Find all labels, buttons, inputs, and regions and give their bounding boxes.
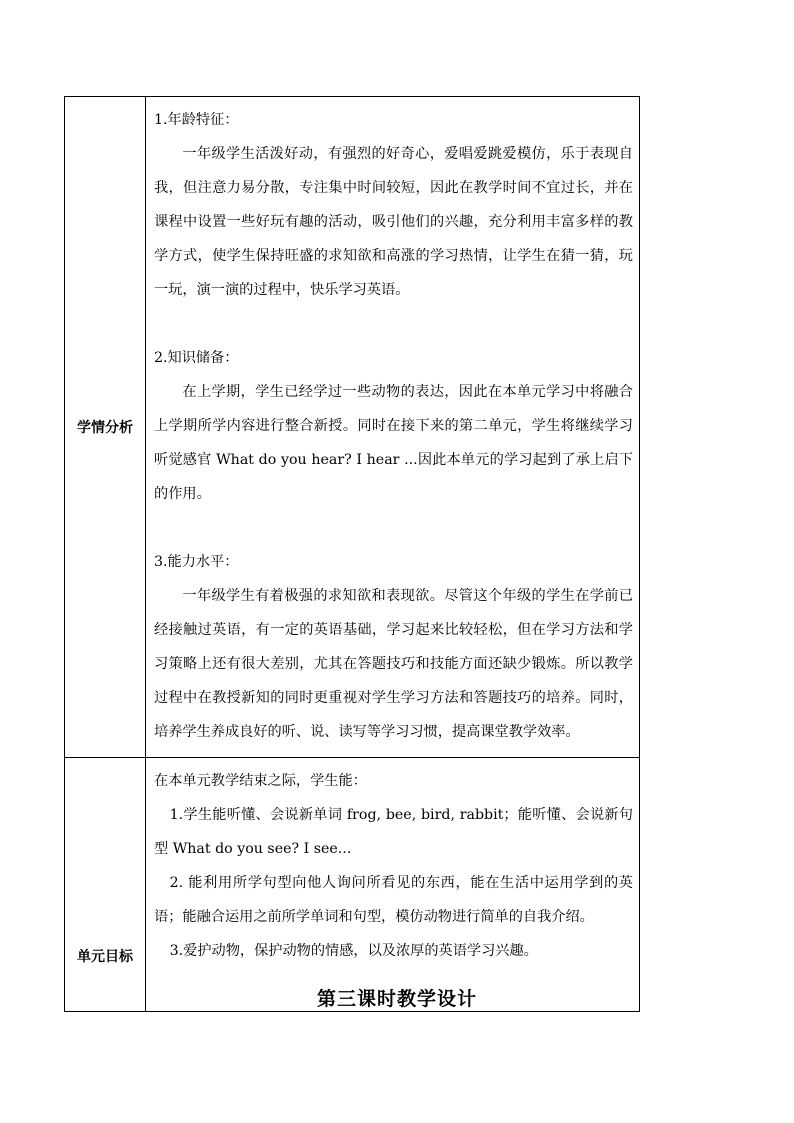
analysis-label: 学情分析 xyxy=(65,97,146,758)
goals-row xyxy=(65,758,640,1012)
goal-item-2: 2. 能利用所学句型向他人询问所看见的东西，能在生活中运用学到的英语；能融合运用之前所学单词和句型，模仿动物进行简单的自我介绍。 xyxy=(154,875,633,925)
age-paragraph: 一年级学生活泼好动，有强烈的好奇心，爱唱爱跳爱模仿，乐于表现自我，但注意力易分散，专注集中时间较短，因此在教学时间不宜过长，并在课程中设置一些好玩有趣的活动，吸引他们的兴趣，充分利用丰富多样的教学方式，使学生保持旺盛的求知欲和高涨的学习热情，让学生在猜一猜，玩一玩，演一演的过程中，快乐学习英语。 xyxy=(154,146,633,298)
goals-label-cell xyxy=(65,758,146,1012)
goals-content xyxy=(146,758,640,1012)
ability-heading: 3.能力水平： xyxy=(154,554,239,570)
lesson-heading: 第三课时教学设计 xyxy=(316,988,477,1010)
lesson-plan-table xyxy=(64,96,640,1012)
goal-item-1: 1.学生能听懂、会说新单词 frog, bee, bird, rabbit；能听懂、会说新句型 What do you see? I see... xyxy=(154,807,633,857)
ability-paragraph: 一年级学生有着极强的求知欲和表现欲。尽管这个年级的学生在学前已经接触过英语，有一定的英语基础，学习起来比较轻松，但在学习方法和学习策略上还有很大差别，尤其在答题技巧和技能方面还缺少锻炼。所以教学过程中在教授新知的同时更重视对学生学习方法和答题技巧的培养。同时，培养学生养成良好的听、说、读写等学习习惯，提高课堂教学效率。 xyxy=(154,588,633,740)
analysis-content xyxy=(146,97,640,758)
goal-item-3: 3.爱护动物，保护动物的情感，以及浓厚的英语学习兴趣。 xyxy=(169,943,538,959)
knowledge-heading: 2.知识储备： xyxy=(154,350,239,366)
knowledge-paragraph: 在上学期，学生已经学过一些动物的表达，因此在本单元学习中将融合上学期所学内容进行整合新授。同时在接下来的第二单元，学生将继续学习听觉感官 What do you hear? I hear ...因此本单元的学习起到了承上启下的作用。 xyxy=(154,384,633,502)
age-heading: 1.年龄特征： xyxy=(154,112,239,128)
goals-intro: 在本单元教学结束之际，学生能： xyxy=(154,773,367,789)
goals-label: 单元目标 xyxy=(77,949,133,965)
analysis-row xyxy=(65,97,640,758)
